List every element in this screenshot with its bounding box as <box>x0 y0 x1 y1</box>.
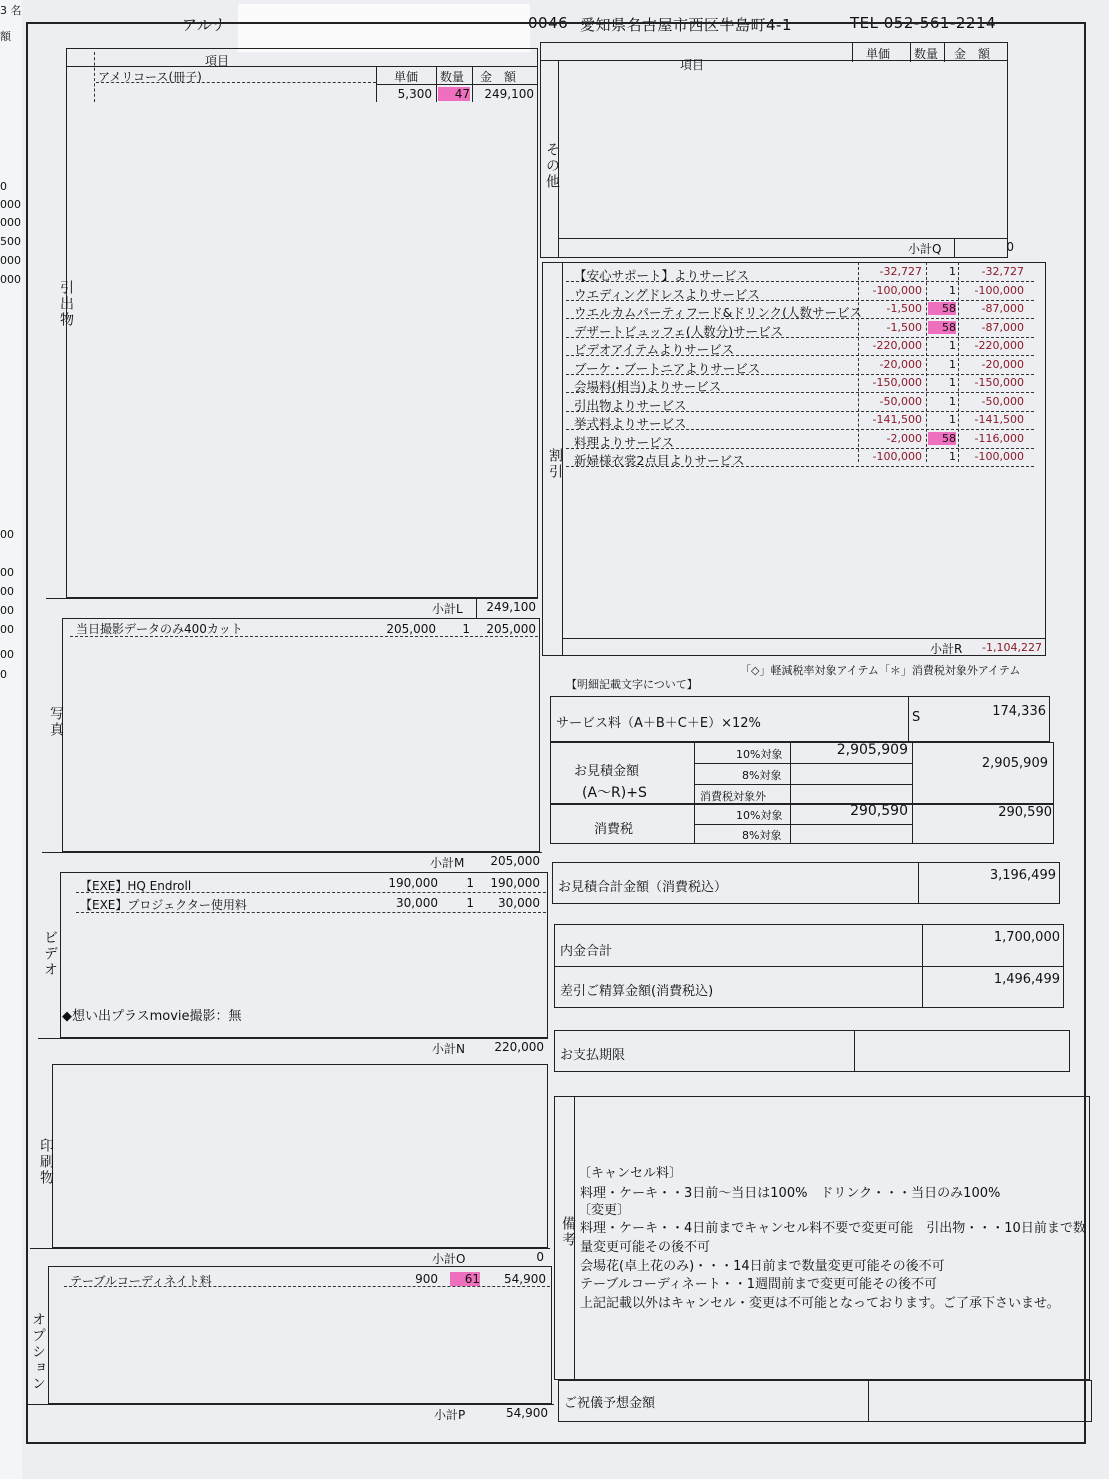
company-name: アルナ <box>182 16 228 34</box>
row-rule <box>694 824 912 825</box>
balance-value: 1,496,499 <box>993 972 1060 987</box>
col-rule <box>476 598 477 618</box>
discount-row-amount: -87,000 <box>981 302 1024 315</box>
balance-label: 差引ご精算金額(消費税込) <box>560 984 714 999</box>
video-row-qty: 1 <box>466 876 474 890</box>
estimate-8-label: 8%対象 <box>742 769 782 782</box>
col-amount-header: 金 額 <box>480 70 517 84</box>
discount-subtotal-label: 小計R <box>930 642 963 656</box>
col-item-header: 項目 <box>205 54 230 68</box>
discount-row-qty: 1 <box>949 413 956 426</box>
row-rule <box>554 966 1064 967</box>
discount-subtotal: -1,104,227 <box>982 641 1042 654</box>
discount-row-price: -1,500 <box>886 302 922 315</box>
col-rule <box>912 742 913 804</box>
header-rule <box>66 66 538 67</box>
row-rule <box>94 52 95 102</box>
edge-text: 000 <box>0 254 21 267</box>
col-rule <box>852 42 853 62</box>
edge-text: 00 <box>0 648 14 661</box>
discount-row-price: -150,000 <box>872 376 922 389</box>
grand-total-value: 3,196,499 <box>989 868 1056 883</box>
estimate-10-value: 2,905,909 <box>836 742 908 758</box>
edge-text: 0 <box>0 180 7 193</box>
discount-row-amount: -220,000 <box>974 339 1024 352</box>
gift-money-label: ご祝儀予想金額 <box>564 1396 656 1411</box>
discount-row-name: 会場料(相当)よりサービス <box>574 379 722 394</box>
discount-row-amount: -116,000 <box>974 431 1024 445</box>
tax-8-label: 8%対象 <box>742 829 782 842</box>
col-rule <box>868 1380 869 1422</box>
legend-left: 【明細記載文字について】 <box>566 678 698 691</box>
col-rule <box>790 742 791 804</box>
gifts-subtotal-label: 小計L <box>432 602 463 616</box>
discount-row-qty: 1 <box>949 450 956 463</box>
edge-text: 000 <box>0 198 21 211</box>
discount-row-qty: 58 <box>928 302 956 315</box>
photo-row-amount: 205,000 <box>486 622 536 636</box>
edge-text: 額 <box>0 30 11 43</box>
other-section <box>540 42 1008 258</box>
discount-row-price: -220,000 <box>872 339 922 352</box>
remarks-line: 上記記載以外はキャンセル・変更は不可能となっております。ご了承下さいませ。 <box>580 1296 1060 1311</box>
gifts-label: 引出物 <box>58 280 74 328</box>
col-rule <box>854 1030 855 1072</box>
service-value: 174,336 <box>992 704 1046 719</box>
other-subtotal: 0 <box>1006 240 1014 254</box>
photo-row-price: 205,000 <box>386 622 436 636</box>
discount-row-qty: 1 <box>949 376 956 389</box>
gifts-section <box>66 48 538 598</box>
print-label: 印刷物 <box>38 1138 54 1186</box>
deposit-value: 1,700,000 <box>993 930 1060 945</box>
estimate-10-label: 10%対象 <box>736 748 783 761</box>
discount-row-amount: -141,500 <box>974 413 1024 426</box>
option-row-amount: 54,900 <box>504 1272 546 1286</box>
discount-row-price: -2,000 <box>886 431 922 445</box>
discount-row-price: -1,500 <box>886 320 922 334</box>
remarks-line: 量変更可能その後不可 <box>580 1240 711 1255</box>
gifts-row-price: 5,300 <box>397 87 432 101</box>
discount-row-name: ビデオアイテムよりサービス <box>574 342 735 357</box>
video-memo: ◆想い出プラスmovie撮影：無 <box>62 1009 242 1024</box>
discount-row-qty: 1 <box>949 265 956 278</box>
discount-row-amount: -50,000 <box>981 394 1024 408</box>
gifts-row-amount: 249,100 <box>484 87 534 101</box>
discount-row-amount: -32,727 <box>981 265 1024 278</box>
video-row-price: 30,000 <box>396 896 438 910</box>
discount-row-name: 挙式料よりサービス <box>574 416 687 431</box>
col-rule <box>918 862 919 904</box>
remarks-line: 〔キャンセル料〕 <box>578 1166 683 1181</box>
postal-code: 0046 <box>528 14 569 32</box>
video-row-amount: 190,000 <box>490 876 540 890</box>
subtotal-rule <box>38 1038 548 1039</box>
gifts-row-name: アメリコース(冊子) <box>98 70 202 84</box>
discount-row-price: -32,727 <box>879 265 922 278</box>
edge-text: 000 <box>0 216 21 229</box>
video-row-name: 【EXE】HQ Endroll <box>80 879 192 893</box>
discount-row-qty: 58 <box>928 321 956 334</box>
header-rule <box>376 84 538 85</box>
photo-label: 写真 <box>48 706 64 738</box>
edge-text: 000 <box>0 273 21 286</box>
telephone: TEL 052-561-2214 <box>850 14 997 32</box>
col-rule <box>910 42 911 62</box>
discount-row-price: -100,000 <box>872 283 922 297</box>
subtotal-rule <box>562 638 1046 639</box>
remarks-line: 〔変更〕 <box>578 1203 631 1218</box>
discount-row-qty: 1 <box>949 283 956 297</box>
discount-row-price: -141,500 <box>872 413 922 426</box>
discount-row-name: デザートビュッフェ(人数分)サービス <box>574 323 784 339</box>
subtotal-rule <box>42 852 542 853</box>
subtotal-rule <box>26 1404 554 1405</box>
col-rule <box>908 696 909 742</box>
service-mark: S <box>912 710 921 725</box>
remarks-line: テーブルコーディネート・・1週間前まで変更可能その後不可 <box>580 1277 938 1292</box>
discount-row-price: -100,000 <box>872 450 922 463</box>
deposit-label: 内金合計 <box>560 944 613 959</box>
option-row-name: テーブルコーディネイト料 <box>70 1274 212 1288</box>
col-qty-header: 数量 <box>914 47 939 61</box>
tax-10-label: 10%対象 <box>736 809 783 822</box>
other-label: その他 <box>544 142 560 190</box>
col-rule <box>912 804 913 844</box>
deadline-box <box>554 1030 1070 1072</box>
discount-row-name: 【安心サポート】よりサービス <box>574 268 750 283</box>
discount-row-name: 料理よりサービス <box>574 434 675 450</box>
discount-row-name: 引出物よりサービス <box>574 397 687 413</box>
col-rule <box>944 42 945 62</box>
photo-subtotal-label: 小計M <box>430 856 465 870</box>
photo-subtotal: 205,000 <box>490 854 540 868</box>
remarks-line: 会場花(卓上花のみ)・・・14日前まで数量変更可能その後不可 <box>580 1259 945 1274</box>
video-row-name: 【EXE】プロジェクター使用料 <box>80 898 247 912</box>
discount-row-amount: -100,000 <box>974 450 1024 463</box>
col-rule <box>858 262 859 462</box>
tax-label: 消費税 <box>594 822 634 837</box>
video-label: ビデオ <box>42 930 58 978</box>
discount-row-name: 新婦様衣裳2点目よりサービス <box>574 453 745 468</box>
col-rule <box>926 262 927 462</box>
estimate-exempt-label: 消費税対象外 <box>700 790 766 803</box>
edge-text: 00 <box>0 604 14 617</box>
discount-row-name: ウエルカムパーティフード&ドリンク(人数サービス <box>574 305 863 320</box>
remarks-line: 料理・ケーキ・・4日前までキャンセル料不要で変更可能 引出物・・・10日前まで数 <box>580 1221 1086 1236</box>
col-qty-header: 数量 <box>440 70 465 84</box>
col-amount-header: 金 額 <box>954 47 991 61</box>
print-section <box>52 1064 548 1248</box>
discount-row-qty: 58 <box>928 432 956 445</box>
col-price-header: 単価 <box>866 47 891 61</box>
print-subtotal: 0 <box>536 1250 544 1264</box>
video-subtotal-label: 小計N <box>432 1042 465 1056</box>
other-subtotal-label: 小計Q <box>908 242 942 256</box>
adjacent-page-edge <box>0 0 23 1479</box>
row-rule <box>694 784 912 785</box>
option-label: オプション <box>30 1312 46 1392</box>
estimate-label: お見積金額 <box>574 764 640 779</box>
col-rule <box>694 742 695 804</box>
subtotal-rule <box>30 1248 550 1249</box>
option-subtotal: 54,900 <box>506 1406 548 1420</box>
subtotal-rule <box>558 238 1008 239</box>
option-row-qty: 61 <box>450 1272 480 1286</box>
discount-row-amount: -100,000 <box>974 283 1024 297</box>
edge-text: 0 <box>0 668 7 681</box>
remarks-label: 備考 <box>560 1216 576 1248</box>
option-subtotal-label: 小計P <box>434 1408 466 1422</box>
discount-row-qty: 1 <box>949 339 956 352</box>
col-price-header: 単価 <box>394 70 419 84</box>
tax-total: 290,590 <box>998 805 1052 820</box>
video-subtotal: 220,000 <box>494 1040 544 1054</box>
video-row-price: 190,000 <box>388 876 438 890</box>
deadline-label: お支払期限 <box>560 1048 626 1063</box>
col-item-header: 項目 <box>680 58 705 72</box>
discount-row-name: ブーケ・ブートニアよりサービス <box>574 360 761 376</box>
discount-row-qty: 1 <box>949 394 956 408</box>
address: 愛知県名古屋市西区牛島町4-1 <box>580 16 793 34</box>
photo-row-name: 当日撮影データのみ400カット <box>76 622 243 636</box>
edge-text: 00 <box>0 566 14 579</box>
remarks-line: 料理・ケーキ・・3日前〜当日は100% ドリンク・・・当日のみ100% <box>580 1186 1001 1201</box>
subtotal-rule <box>46 598 538 599</box>
grand-total-label: お見積合計金額（消費税込） <box>558 880 728 895</box>
discount-row-name: ウエディングドレスよりサービス <box>574 286 760 302</box>
option-row-price: 900 <box>415 1272 438 1286</box>
row-rule <box>694 763 912 764</box>
edge-text: 3 名 <box>0 4 22 17</box>
edge-text: 00 <box>0 585 14 598</box>
edge-text: 500 <box>0 235 21 248</box>
estimate-total: 2,905,909 <box>981 756 1048 771</box>
legend-right: 「◇」軽減税率対象アイテム「＊」消費税対象外アイテム <box>740 664 1021 677</box>
print-subtotal-label: 小計O <box>432 1252 466 1266</box>
discount-row-amount: -150,000 <box>974 376 1024 389</box>
video-row-amount: 30,000 <box>498 896 540 910</box>
video-row-qty: 1 <box>466 896 474 910</box>
photo-section <box>62 618 540 852</box>
gifts-subtotal: 249,100 <box>486 600 536 614</box>
edge-text: 00 <box>0 528 14 541</box>
discount-row-price: -20,000 <box>879 357 922 371</box>
edge-text: 00 <box>0 623 14 636</box>
discount-row-amount: -87,000 <box>981 320 1024 334</box>
col-rule <box>958 262 959 462</box>
discount-label: 割引 <box>547 448 563 480</box>
photo-row-qty: 1 <box>462 622 470 636</box>
tax-10-value: 290,590 <box>850 803 908 819</box>
estimate-sublabel: (A〜R)+S <box>582 785 647 801</box>
service-label: サービス料（A＋B＋C＋E）×12% <box>556 716 761 731</box>
discount-row-amount: -20,000 <box>981 357 1024 371</box>
gifts-row-qty: 47 <box>438 87 470 101</box>
discount-row-qty: 1 <box>949 357 956 371</box>
col-rule <box>954 238 955 258</box>
discount-row-price: -50,000 <box>879 394 922 408</box>
